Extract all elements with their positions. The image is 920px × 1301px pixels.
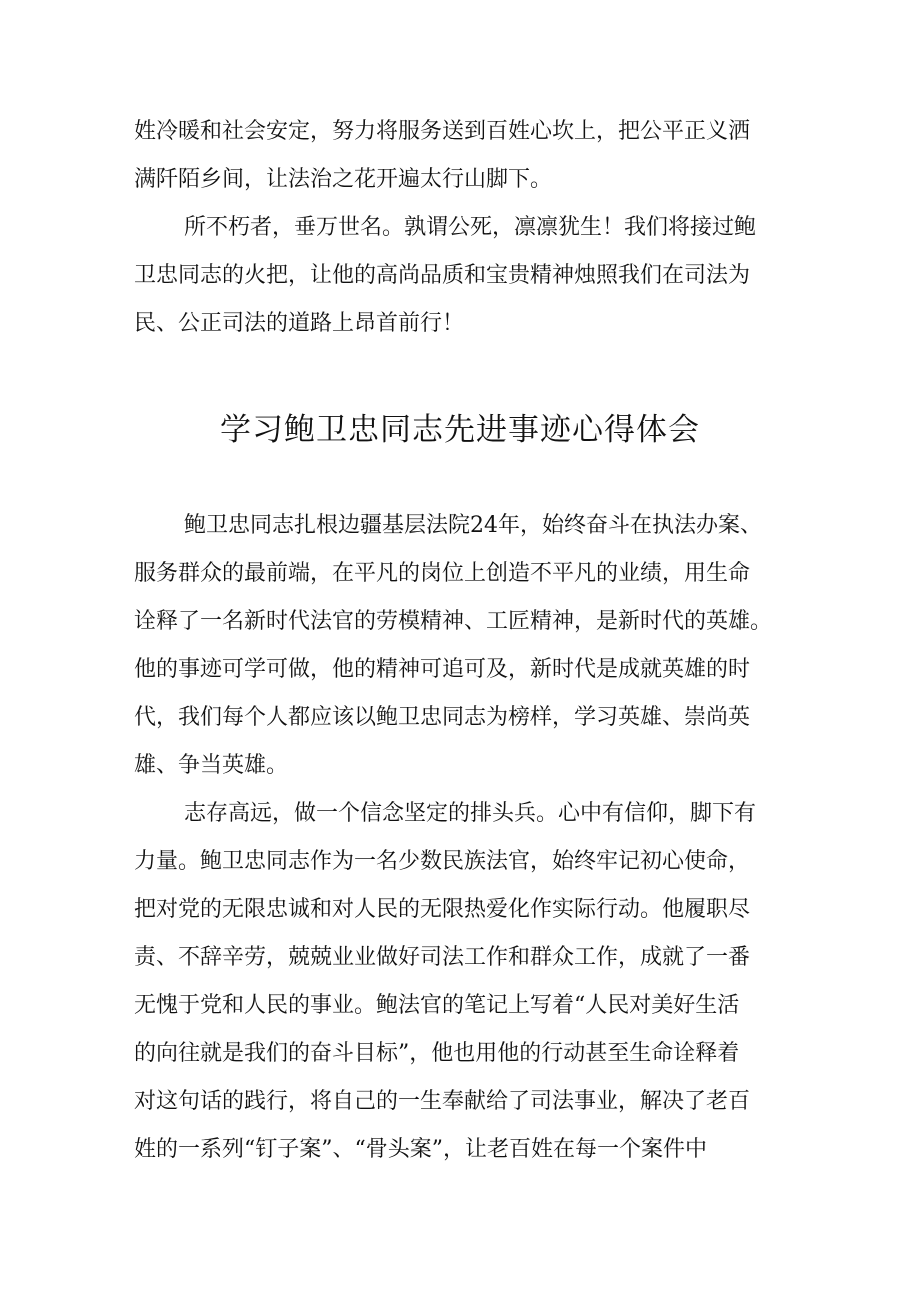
text-line: 姓的一系列“钉子案”、“骨头案”，让老百姓在每一个案件中 <box>134 1137 707 1162</box>
text-line: 代，我们每个人都应该以鲍卫忠同志为榜样，学习英雄、崇尚英 <box>134 705 751 730</box>
text-line: 卫忠同志的火把，让他的高尚品质和宝贵精神烛照我们在司法为 <box>134 263 751 288</box>
text-line: 服务群众的最前端，在平凡的岗位上创造不平凡的业绩，用生命 <box>134 561 751 586</box>
text-line: 所不朽者，垂万世名。孰谓公死，凛凛犹生！我们将接过鲍 <box>184 215 757 240</box>
text-line: 民、公正司法的道路上昂首前行！ <box>134 311 465 336</box>
text-line: 把对党的无限忠诚和对人民的无限热爱化作实际行动。他履职尽 <box>134 897 751 922</box>
text-line: 无愧于党和人民的事业。鲍法官的笔记上写着“人民对美好生活 <box>134 993 740 1018</box>
text-line: 雄、争当英雄。 <box>134 753 289 778</box>
text-line: 鲍卫忠同志扎根边疆基层法院24年，始终奋斗在执法办案、 <box>184 513 762 538</box>
text-line: 对这句话的践行，将自己的一生奉献给了司法事业，解决了老百 <box>134 1089 751 1114</box>
text-line: 力量。鲍卫忠同志作为一名少数民族法官，始终牢记初心使命， <box>134 849 751 874</box>
text-line: 志存高远，做一个信念坚定的排头兵。心中有信仰，脚下有 <box>184 801 757 826</box>
text-line: 责、不辞辛劳，兢兢业业做好司法工作和群众工作，成就了一番 <box>134 945 751 970</box>
text-line: 的向往就是我们的奋斗目标”，他也用他的行动甚至生命诠释着 <box>134 1041 740 1066</box>
text-line: 诠释了一名新时代法官的劳模精神、工匠精神，是新时代的英雄。 <box>134 609 773 634</box>
text-line: 满阡陌乡间，让法治之花开遍太行山脚下。 <box>134 167 553 192</box>
text-line: 姓冷暖和社会安定，努力将服务送到百姓心坎上，把公平正义洒 <box>134 119 751 144</box>
document-title: 学习鲍卫忠同志先进事迹心得体会 <box>220 412 700 448</box>
text-line: 他的事迹可学可做，他的精神可追可及，新时代是成就英雄的时 <box>134 657 751 682</box>
